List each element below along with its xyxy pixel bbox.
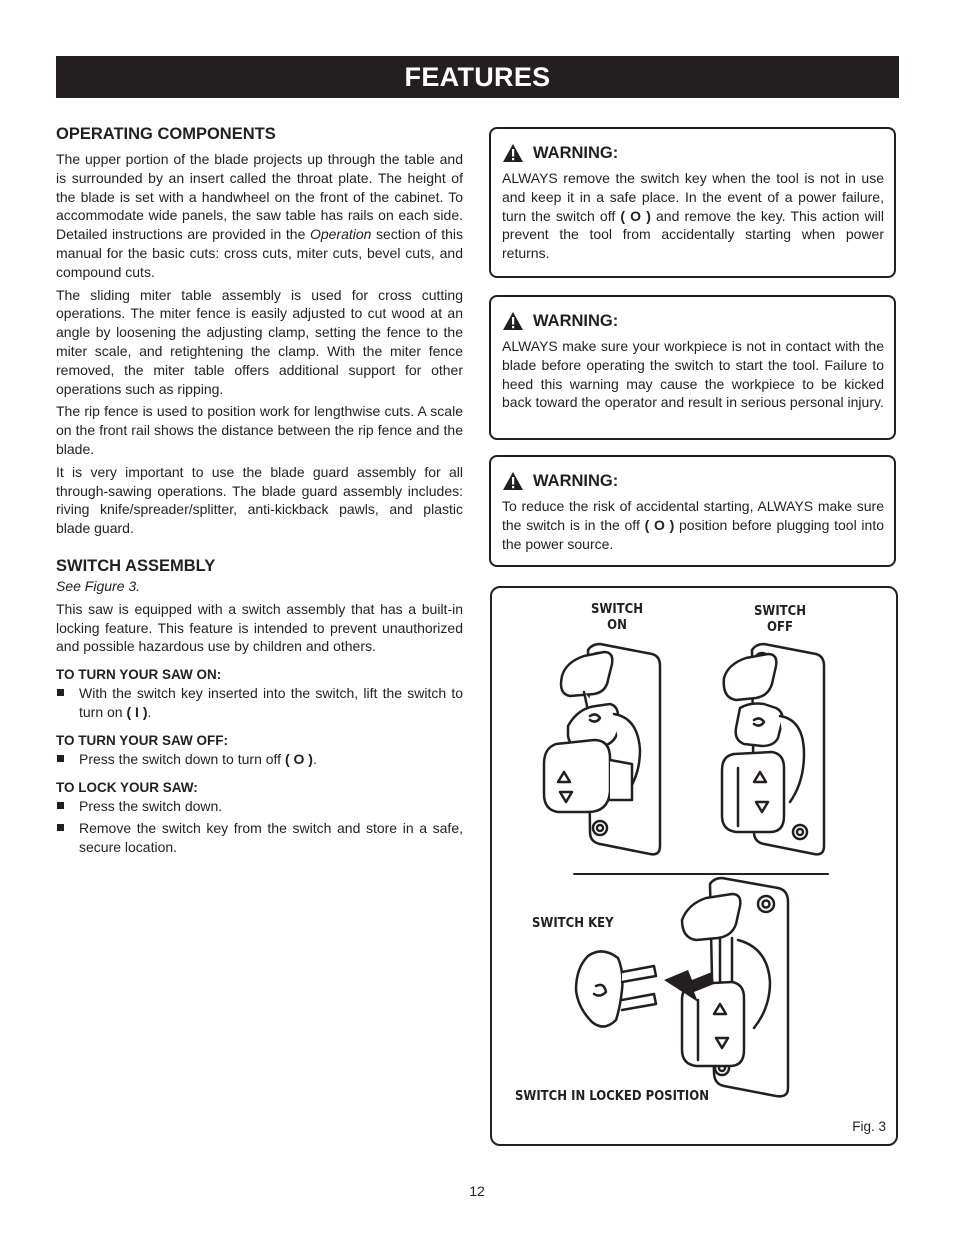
see-figure-note: See Figure 3. <box>56 577 141 594</box>
switch-assembly-heading: SWITCH ASSEMBLY <box>56 556 216 575</box>
warning-triangle-icon <box>502 311 524 331</box>
turn-on-symbol: ( I ) <box>126 703 148 720</box>
switch-assembly-intro: This saw is equipped with a switch assembly that has a built-in locking feature. This feature is intended to prevent unauthorized and possible hazardous use by children and others. <box>56 600 463 655</box>
operating-components-paragraph-3: The rip fence is used to position work for lengthwise cuts. A scale on the front rail shows the distance between the rip fence and the blade. <box>56 403 463 457</box>
switch-off-drawing <box>722 644 824 854</box>
bullet-square-icon <box>57 802 64 809</box>
lock-step-1-text: Press the switch down. <box>79 797 223 814</box>
warning-label: WARNING: <box>533 143 619 162</box>
turn-on-text: With the switch key inserted into the switch, lift the switch to turn on <box>79 685 463 720</box>
bullet-square-icon <box>57 755 64 762</box>
warning-label: WARNING: <box>533 471 619 490</box>
warning-header <box>502 471 884 491</box>
left-column <box>56 124 463 861</box>
bullet-square-icon <box>57 824 64 831</box>
warning-header <box>502 143 884 163</box>
switch-off-label: SWITCH OFF <box>753 604 807 635</box>
turn-off-symbol: ( O ) <box>284 750 313 767</box>
warning-text <box>502 169 884 263</box>
operating-components-paragraph-1 <box>56 150 463 282</box>
switch-on-label: SWITCH ON <box>590 602 644 633</box>
page-title-bar <box>56 56 899 98</box>
warning-header <box>502 311 884 331</box>
page-number: 12 <box>469 1183 485 1199</box>
p1-italic: Operation <box>309 226 372 243</box>
switch-key-label: SWITCH KEY <box>532 916 614 931</box>
operating-components-paragraph-4: It is very important to use the blade guard assembly for all through-sawing operations. The blade guard assembly includes: riving knife/spreader/splitter, anti-kickback pawls, and plastic blade guard. <box>56 463 463 537</box>
switch-on-drawing <box>544 644 660 854</box>
bullet-square-icon <box>57 689 64 696</box>
warning-box-1 <box>489 127 896 278</box>
warning-text-a: To reduce the risk of accidental starting, ALWAYS make sure the switch is in the off <box>502 498 884 533</box>
turn-on-step: With the switch key inserted into the switch, lift the switch to turn on ( I ). <box>56 684 463 722</box>
warning-box-3 <box>489 455 896 567</box>
turn-off-text: Press the switch down to turn off <box>79 750 285 767</box>
lock-heading: TO LOCK YOUR SAW: <box>56 779 198 795</box>
p1-text-b: section of this manual for the basic cuts: cross cuts, miter cuts, bevel cuts, and compound cuts. <box>56 226 463 280</box>
warning-text-b: position before plugging tool into the power source. <box>502 516 885 552</box>
switch-illustration <box>492 588 896 1144</box>
p1-text-a: The upper portion of the blade projects up through the table and is surrounded by an insert called the throat plate. The height of the blade is set with a handwheel on the front of the cabinet. To accommodate wide panels, the saw table has rails on each side. Detailed instructions are provided in the <box>56 151 463 243</box>
warning-triangle-icon <box>502 143 524 163</box>
warning-label: WARNING: <box>533 311 619 330</box>
figure-caption: Fig. 3 <box>852 1119 886 1134</box>
warning-symbol: ( O ) <box>644 516 675 533</box>
page-title: FEATURES <box>404 62 551 92</box>
warning-text <box>502 497 884 553</box>
turn-on-heading: TO TURN YOUR SAW ON: <box>56 667 222 683</box>
lock-step-2 <box>56 819 463 857</box>
lock-step-2-text: Remove the switch key from the switch and store in a safe, secure location. <box>79 820 463 856</box>
operating-components-paragraph-2: The sliding miter table assembly is used for cross cutting operations. The miter fence is easily adjusted to cut wood at an angle by loosening the adjusting clamp, setting the fence to the miter scale, and retightening the clamp. With the miter fence removed, the miter table offers additional support for other operations such as ripping. <box>56 286 463 397</box>
lock-step-1 <box>56 797 463 816</box>
operating-components-heading: OPERATING COMPONENTS <box>56 125 276 143</box>
warning-text: ALWAYS make sure your workpiece is not in contact with the blade before operating the switch to start the tool. Failure to heed this warning may cause the workpiece to be kicked back toward the operator and result in serious personal injury. <box>502 338 884 411</box>
warning-triangle-icon <box>502 471 524 491</box>
turn-off-heading: TO TURN YOUR SAW OFF: <box>56 732 228 748</box>
warning-text-b: and remove the key. This action will prevent the tool from accidentally starting when power returns. <box>502 207 884 262</box>
warning-text-a: ALWAYS remove the switch key when the tool is not in use and keep it in a safe place. In the event of a power failure, turn the switch off <box>502 170 884 224</box>
locked-position-label: SWITCH IN LOCKED POSITION <box>515 1089 709 1104</box>
figure-3-box <box>490 586 898 1146</box>
warning-box-2 <box>489 295 896 440</box>
warning-symbol: ( O ) <box>620 207 651 224</box>
turn-off-step: Press the switch down to turn off ( O ). <box>56 750 463 769</box>
